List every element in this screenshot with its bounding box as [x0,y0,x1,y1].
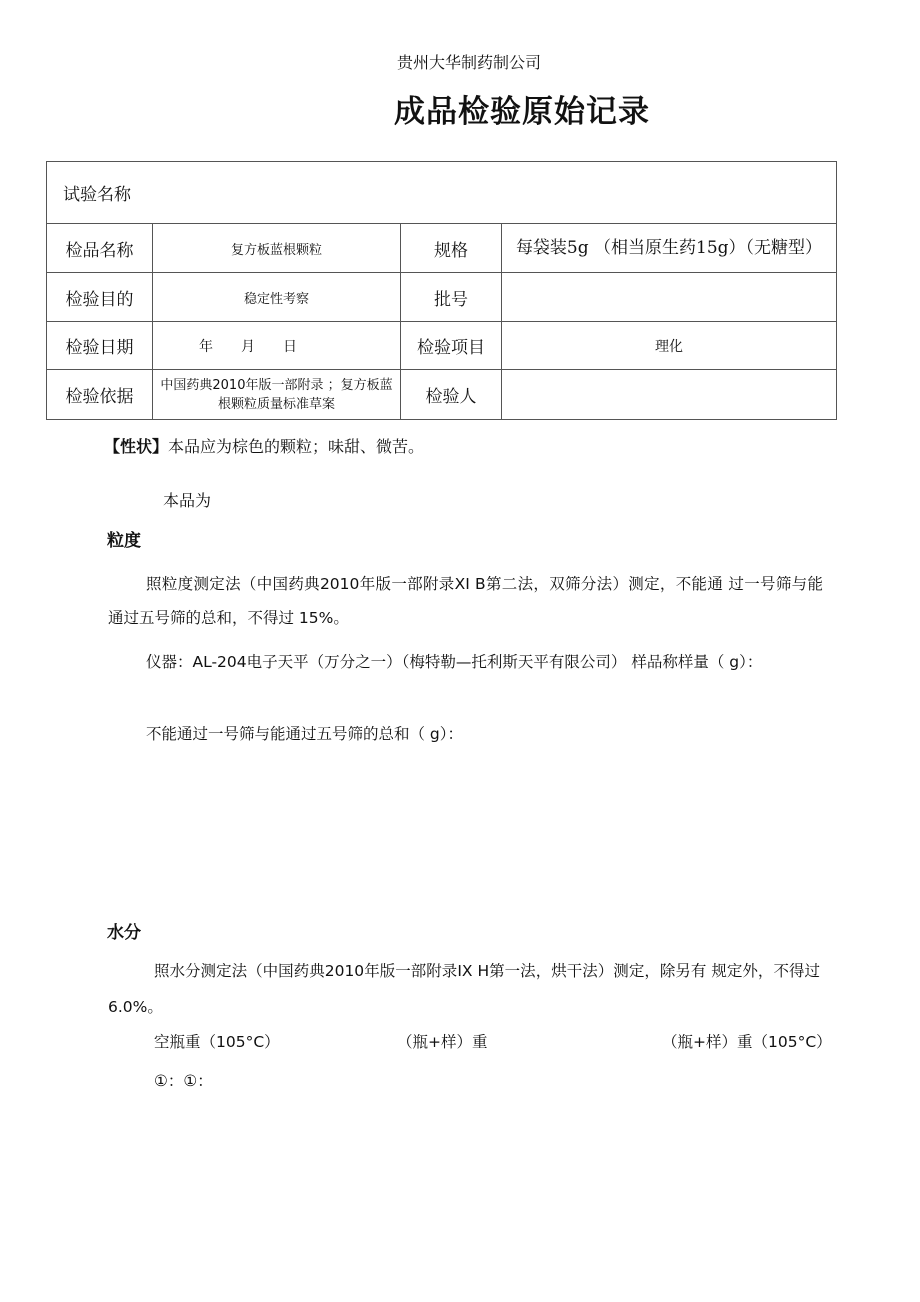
basis-value: 中国药典2010年版一部附录 ；复方板蓝根颗粒质量标准草案 [153,370,401,420]
character-heading: 【性状】 [104,437,169,456]
character-text: 本品应为棕色的颗粒；味甜、微苦。 [168,437,425,456]
company-name: 贵州大华制药制公司 [396,53,541,72]
granularity-instrument: 仪器：AL-204电子天平（万分之一）（梅特勒—托利斯天平有限公司） 样品称样量（ g）： [146,653,763,671]
moisture-marks: ①：①： [154,1072,213,1090]
table-row [47,273,837,322]
date-label: 检验日期 [47,322,153,370]
purpose-label: 检验目的 [47,273,153,322]
basis-label: 检验依据 [47,370,153,420]
record-table [46,161,837,420]
table-row [47,162,837,224]
table-row [47,370,837,420]
moisture-col-bottle-sample: （瓶+样）重 [397,1033,488,1051]
moisture-method: 照水分测定法（中国药典2010年版一部附录IX H第一法，烘干法）测定，除另有 规定外，不得过 6.0%。 [108,962,820,1016]
spec-value: 每袋装5g （相当原生药15g）（无糖型） [502,224,837,273]
inspector-value [502,370,837,420]
page-title: 成品检验原始记录 [394,94,650,130]
granularity-method: 照粒度测定法（中国药典2010年版一部附录XI B第二法，双筛分法）测定，不能通 过一号筛与能通过五号筛的总和，不得过 15%。 [108,575,823,627]
purpose-value: 稳定性考察 [153,273,401,322]
moisture-heading: 水分 [107,923,141,943]
sample-name-value: 复方板蓝根颗粒 [153,224,401,273]
moisture-col-empty-bottle: 空瓶重（105°C） [154,1033,280,1051]
granularity-sum: 不能通过一号筛与能通过五号筛的总和（ g）： [146,725,464,743]
test-name-label: 试验名称 [47,162,837,224]
character-result: 本品为 [163,491,212,510]
item-label: 检验项目 [401,322,502,370]
inspector-label: 检验人 [401,370,502,420]
batch-label: 批号 [401,273,502,322]
character-line [104,434,424,457]
table-row [47,322,837,370]
moisture-col-bottle-sample-dried: （瓶+样）重（105°C） [662,1033,832,1051]
granularity-heading: 粒度 [107,531,141,551]
sample-name-label: 检品名称 [47,224,153,273]
table-row [47,224,837,273]
spec-label: 规格 [401,224,502,273]
date-value: 年 月 日 [153,322,401,370]
item-value: 理化 [502,322,837,370]
batch-value [502,273,837,322]
